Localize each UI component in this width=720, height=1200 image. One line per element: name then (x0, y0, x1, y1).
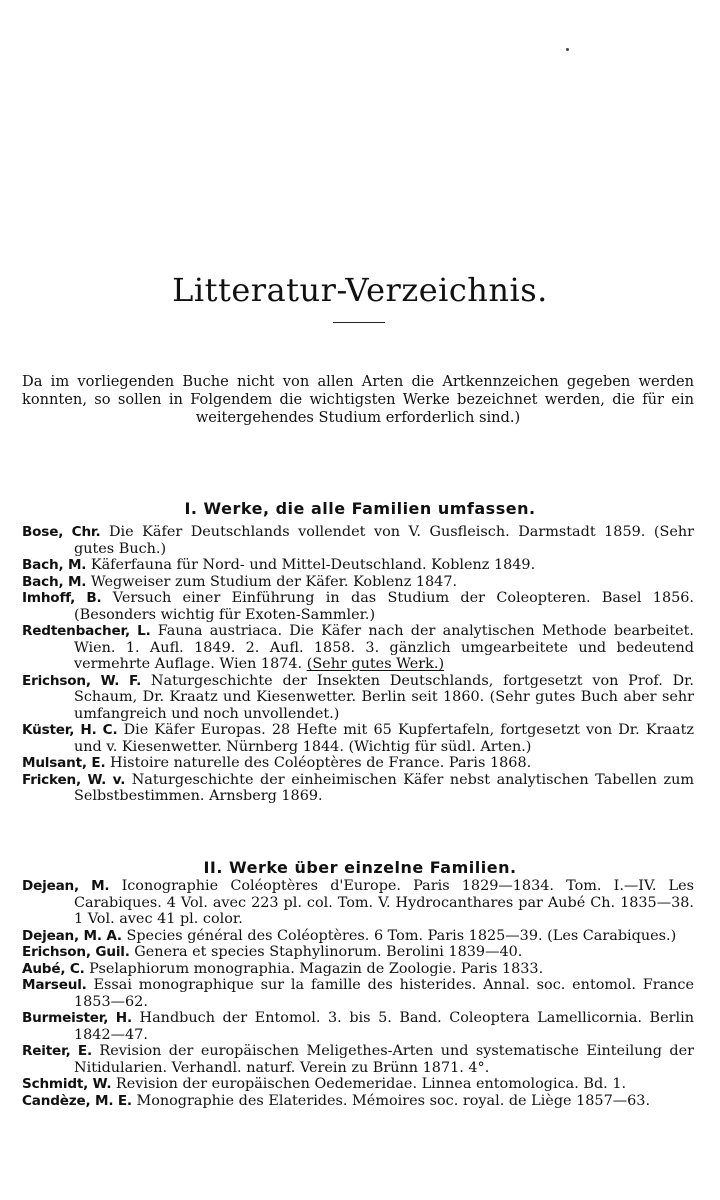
entry-author: Dejean, M. (22, 878, 110, 894)
bibliography-entry (22, 557, 694, 574)
bibliography-entry (22, 928, 694, 945)
entry-text: Die Käfer Deutschlands vollendet von V. Gusfleisch. Darmstadt 1859. (Sehr gutes Buch.) (74, 524, 694, 557)
entry-author: Candèze, M. E. (22, 1092, 132, 1109)
entry-text: Versuch einer Einführung in das Studium der Coleopteren. Basel 1856. (Besonders wichtig für Exoten-Sammler.) (74, 590, 695, 623)
bibliography-entry (22, 623, 694, 673)
section-1-list (22, 524, 694, 805)
intro-paragraph: Da im vorliegenden Buche nicht von allen Arten die Artkennzeichen gegeben werden konnten, so sollen in Folgendem die wichtigsten Werke bezeichnet werden, die für ein weitergehendes Studium erforderlich sind.) (22, 372, 694, 426)
entry-text: Monographie des Elaterides. Mémoires soc. royal. de Liège 1857—63. (136, 1092, 651, 1109)
bibliography-entry (22, 673, 694, 723)
entry-author: Reiter, E. (22, 1043, 92, 1059)
bibliography-entry (22, 722, 694, 755)
entry-text: Wegweiser zum Studium der Käfer. Koblenz 1847. (90, 573, 458, 590)
section-1-title: I. Werke, die alle Familien umfassen. (184, 499, 536, 519)
entry-author: Küster, H. C. (22, 722, 118, 738)
entry-author: Bose, Chr. (22, 524, 101, 540)
entry-author: Dejean, M. A. (22, 927, 122, 944)
bibliography-entry (22, 878, 694, 928)
entry-author: Bach, M. (22, 573, 87, 590)
bibliography-entry (22, 1076, 694, 1093)
entry-author: Redtenbacher, L. (22, 623, 151, 639)
entry-text: Species général des Coléoptères. 6 Tom. Paris 1825—39. (Les Carabiques.) (126, 927, 677, 944)
entry-text: Histoire naturelle des Coléoptères de France. Paris 1868. (110, 755, 532, 771)
bibliography-entry (22, 961, 694, 978)
page-title: Litteratur-Verzeichnis. (172, 271, 548, 310)
section-2-list (22, 878, 694, 1109)
entry-author: Aubé, C. (22, 960, 85, 977)
entry-text: Naturgeschichte der einheimischen Käfer nebst analytischen Tabellen zum Selbstbestimmen. Arnsberg 1869. (74, 771, 694, 804)
entry-author: Burmeister, H. (22, 1010, 132, 1026)
entry-text: Naturgeschichte der Insekten Deutschlands, fortgesetzt von Prof. Dr. Schaum, Dr. Kraatz und Kiesenwetter. Berlin seit 1860. (Sehr gutes Buch aber sehr umfangreich und noch unvollendet.) (74, 672, 695, 722)
entry-text: Genera et species Staphylinorum. Berolini 1839—40. (134, 944, 523, 960)
entry-author: Erichson, W. F. (22, 672, 142, 689)
entry-text: Pselaphiorum monographia. Magazin de Zoologie. Paris 1833. (89, 960, 544, 977)
bibliography-entry (22, 1043, 694, 1076)
entry-text: Fauna austriaca. Die Käfer nach der analytischen Methode bearbeitet. Wien. 1. Aufl. 1849. 2. Aufl. 1858. 3. gänzlich umgearbeitete und bedeutend vermehrte Auflage. Wien 1874. (74, 623, 695, 672)
title-divider (333, 322, 385, 323)
page-speck (566, 48, 569, 51)
section-2-title: II. Werke über einzelne Familien. (203, 858, 517, 878)
entry-author: Bach, M. (22, 557, 87, 573)
entry-text: Revision der europäischen Meligethes-Arten und systematische Einteilung der Nitidularien. Verhandl. naturf. Verein zu Brünn 1871. 4°. (74, 1043, 694, 1076)
bibliography-entry (22, 590, 694, 623)
entry-text: Die Käfer Europas. 28 Hefte mit 65 Kupfertafeln, fortgesetzt von Dr. Kraatz und v. Kiesenwetter. Nürnberg 1844. (Wichtig für südl. Arten.) (74, 722, 695, 755)
entry-text: Handbuch der Entomol. 3. bis 5. Band. Coleoptera Lamellicornia. Berlin 1842—47. (74, 1010, 694, 1043)
bibliography-entry (22, 524, 694, 557)
entry-author: Schmidt, W. (22, 1076, 112, 1092)
entry-text: Revision der europäischen Oedemeridae. Linnea entomologica. Bd. 1. (115, 1076, 627, 1092)
entry-author: Marseul. (22, 977, 87, 993)
entry-author: Imhoff, B. (22, 590, 102, 606)
bibliography-entry (22, 772, 694, 805)
bibliography-entry (22, 574, 694, 591)
entry-text: Essai monographique sur la famille des histerides. Annal. soc. entomol. France 1853—62. (74, 977, 695, 1010)
entry-text: Iconographie Coléoptères d'Europe. Paris 1829—1834. Tom. I.—IV. Les Carabiques. 4 Vol. avec 223 pl. col. Tom. V. Hydrocanthares par Aubé Ch. 1835—38. 1 Vol. avec 41 pl. color. (74, 878, 695, 927)
bibliography-entry (22, 977, 694, 1010)
entry-text: Käferfauna für Nord- und Mittel-Deutschland. Koblenz 1849. (90, 557, 536, 573)
entry-author: Mulsant, E. (22, 755, 106, 771)
bibliography-entry (22, 1010, 694, 1043)
entry-note: (Sehr gutes Werk.) (306, 656, 445, 672)
bibliography-entry (22, 755, 694, 772)
bibliography-entry (22, 1093, 694, 1110)
bibliography-entry (22, 944, 694, 961)
entry-author: Fricken, W. v. (22, 771, 126, 788)
entry-author: Erichson, Guil. (22, 944, 130, 960)
